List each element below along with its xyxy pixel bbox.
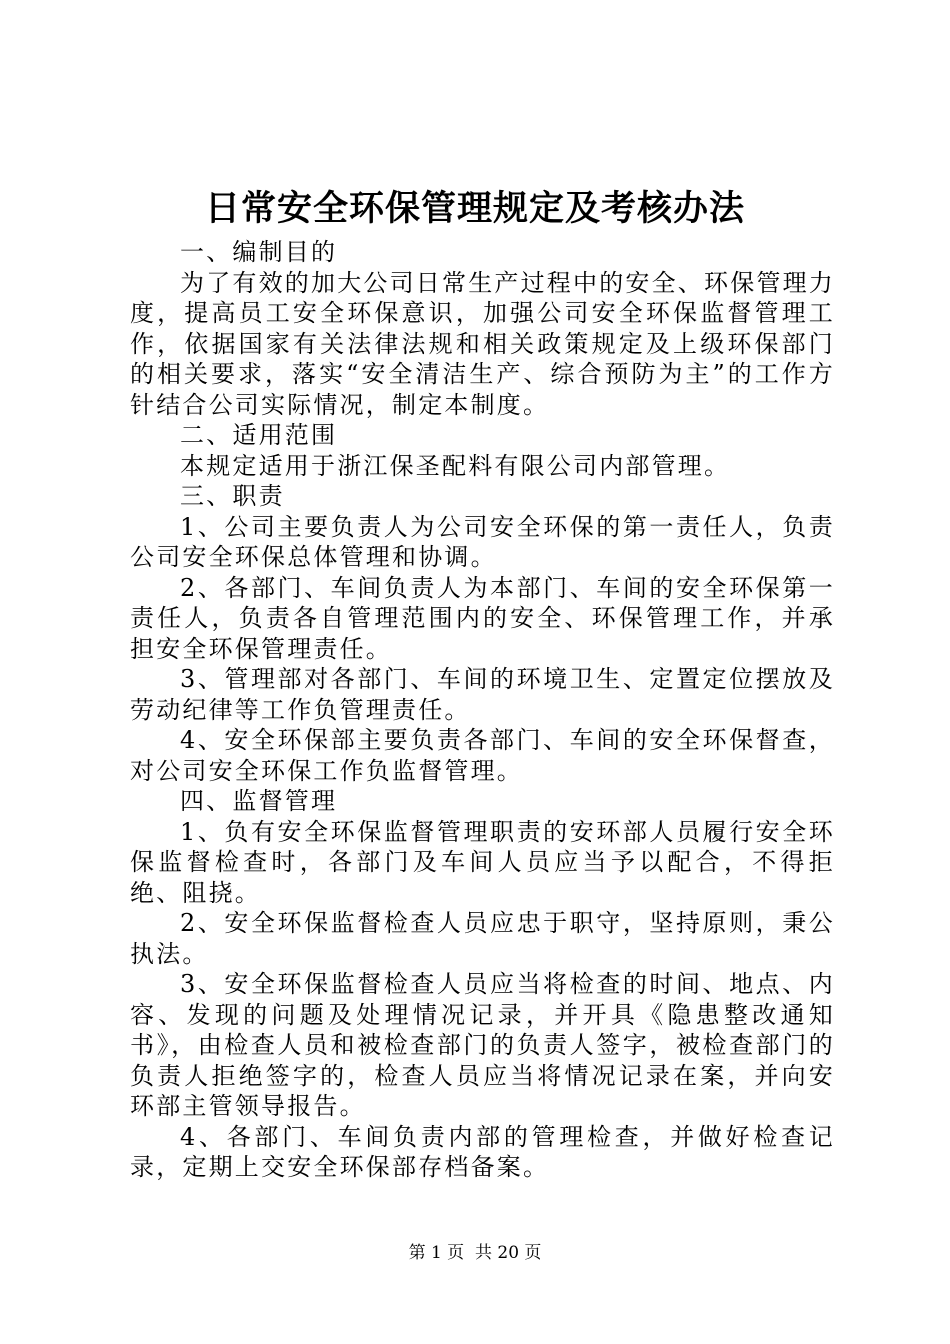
section-heading-scope: 二、适用范围 xyxy=(180,421,338,449)
section-heading-supervision: 四、监督管理 xyxy=(180,787,338,815)
paragraph-supervision-2: 2、安全环保监督检查人员应忠于职守，坚持原则，秉公执法。 xyxy=(130,909,835,968)
paragraph-purpose: 为了有效的加大公司日常生产过程中的安全、环保管理力度，提高员工安全环保意识，加强公司安全环保监督管理工作，依据国家有关法律法规和相关政策规定及上级环保部门的相关要求，落实“安全清洁生产、综合预防为主”的工作方针结合公司实际情况，制定本制度。 xyxy=(130,268,835,419)
paragraph-responsibility-4: 4、安全环保部主要负责各部门、车间的安全环保督查，对公司安全环保工作负监督管理。 xyxy=(130,726,835,785)
paragraph-supervision-3: 3、安全环保监督检查人员应当将检查的时间、地点、内容、发现的问题及处理情况记录，并开具《隐患整改通知书》，由检查人员和被检查部门的负责人签字，被检查部门的负责人拒绝签字的，检查人员应当将情况记录在案，并向安环部主管领导报告。 xyxy=(130,970,835,1120)
paragraph-responsibility-2: 2、各部门、车间负责人为本部门、车间的安全环保第一责任人，负责各自管理范围内的安全、环保管理工作，并承担安全环保管理责任。 xyxy=(130,573,835,663)
page-number-footer: 第 1 页 共 20 页 xyxy=(408,1243,542,1263)
paragraph-supervision-4: 4、各部门、车间负责内部的管理检查，并做好检查记录，定期上交安全环保部存档备案。 xyxy=(130,1122,835,1181)
document-body xyxy=(130,237,835,1183)
paragraph-responsibility-3: 3、管理部对各部门、车间的环境卫生、定置定位摆放及劳动纪律等工作负管理责任。 xyxy=(130,665,835,724)
section-heading-responsibilities: 三、职责 xyxy=(180,482,285,510)
section-heading-purpose: 一、编制目的 xyxy=(180,238,338,266)
paragraph-responsibility-1: 1、公司主要负责人为公司安全环保的第一责任人，负责公司安全环保总体管理和协调。 xyxy=(130,512,835,571)
paragraph-scope: 本规定适用于浙江保圣配料有限公司内部管理。 xyxy=(180,451,731,480)
document-title: 日常安全环保管理规定及考核办法 xyxy=(204,188,745,229)
paragraph-supervision-1: 1、负有安全环保监督管理职责的安环部人员履行安全环保监督检查时，各部门及车间人员应当予以配合，不得拒绝、阻挠。 xyxy=(130,817,835,907)
